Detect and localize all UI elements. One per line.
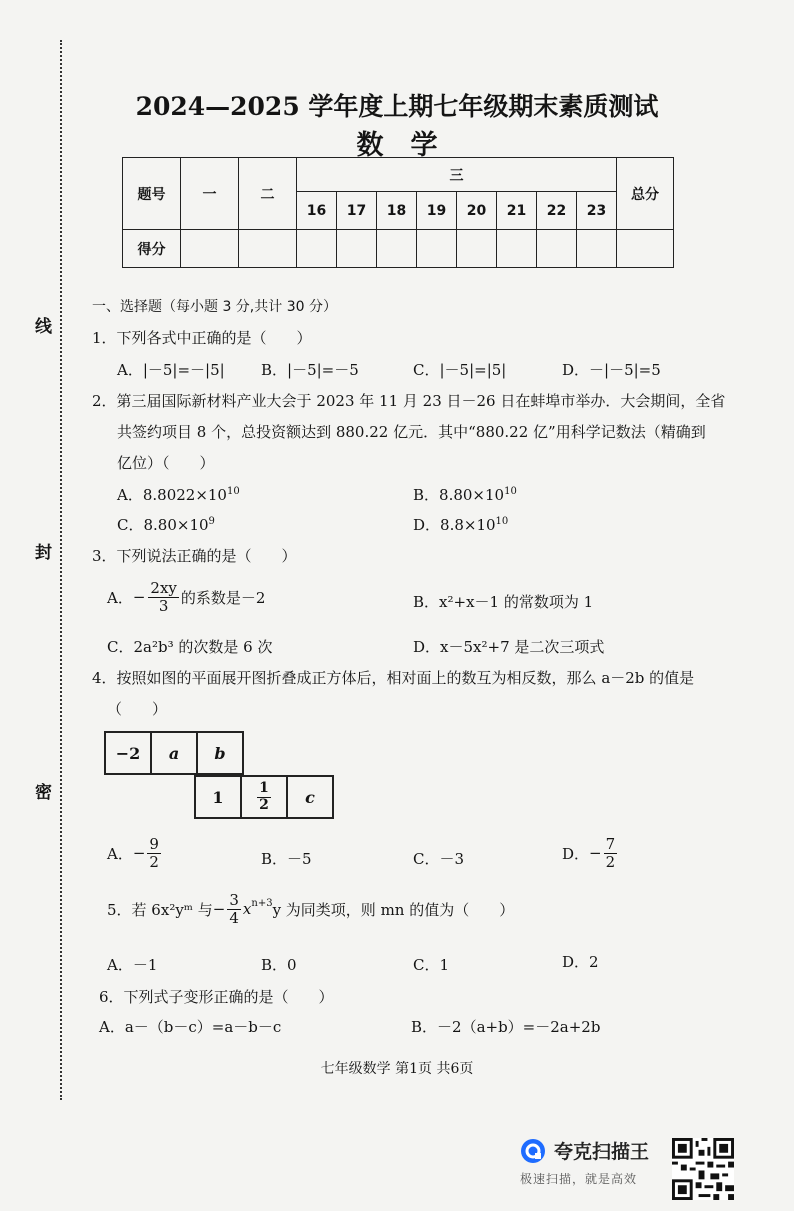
cube-net-top-row	[104, 731, 244, 775]
score-table-q18: 18	[377, 192, 417, 230]
q2-option-d-exp: 10	[495, 516, 509, 527]
q2-line-1: 2．第三届国际新材料产业大会于 2023 年 11 月 23 日－26 日在蚌埠市举办．大会期间，全省	[92, 392, 726, 410]
score-table-part-1: 一	[181, 158, 239, 230]
score-cell[interactable]	[457, 230, 497, 268]
score-table-part-3: 三	[297, 158, 617, 192]
q6-option-b: B．－2（a+b）=－2a+2b	[411, 1018, 601, 1036]
score-cell[interactable]	[497, 230, 537, 268]
cube-net-half-denominator: 2	[259, 796, 269, 813]
cube-net-face-a: a	[151, 732, 197, 774]
score-table-q16: 16	[297, 192, 337, 230]
cube-net-half-numerator: 1	[259, 780, 269, 797]
q5-stem-pre: 5．若 6x²yᵐ 与	[107, 900, 213, 919]
q4-option-d-denominator: 2	[605, 852, 616, 871]
section1-heading: 一、选择题（每小题 3 分,共计 30 分）	[92, 299, 337, 315]
q2-option-a-exp: 10	[226, 486, 240, 497]
binding-mark-xian: 线	[35, 317, 52, 337]
q2-line-3: 亿位）（ ）	[117, 454, 215, 472]
q2-option-d	[413, 514, 508, 535]
q4-option-b: B．－5	[261, 850, 312, 868]
q3-option-a-label: A．	[107, 588, 133, 607]
q5-stem: 5．若 6x²yᵐ 与 − $\frac{3}{4}$ x $^{n+3}$ y 为同类项，则 mn 的值为（ ）	[107, 891, 515, 927]
q3-option-a-denominator: 3	[158, 596, 169, 615]
score-cell[interactable]	[617, 230, 674, 268]
quark-logo-icon	[520, 1138, 546, 1164]
q4-option-c: C．－3	[413, 850, 465, 868]
q2-option-b-exp: 10	[504, 486, 517, 497]
score-table-q22: 22	[537, 192, 577, 230]
score-cell[interactable]	[239, 230, 297, 268]
score-table-q19: 19	[417, 192, 457, 230]
binding-mark-feng: 封	[35, 543, 52, 563]
cube-net-face-c: c	[287, 776, 333, 818]
q2-option-c-base: C．8.80×10	[117, 516, 209, 534]
subject-title: 数 学	[356, 130, 438, 161]
q5-option-a: A．－1	[107, 956, 158, 974]
score-table-q17: 17	[337, 192, 377, 230]
q2-option-a-base: A．8.8022×10	[117, 486, 227, 504]
exam-title: 2024—2025 学年度上期七年级期末素质测试	[135, 92, 659, 121]
score-cell[interactable]	[537, 230, 577, 268]
q5-frac-denominator: 4	[229, 908, 239, 927]
q5-stem-var: x	[242, 900, 252, 918]
q3-stem: 3．下列说法正确的是（ ）	[92, 547, 297, 565]
score-cell[interactable]	[377, 230, 417, 268]
score-table	[122, 157, 674, 268]
binding-dotted-line	[60, 40, 62, 1100]
cube-net-bottom-row	[194, 775, 334, 819]
scanner-slogan: 极速扫描，就是高效	[520, 1172, 638, 1186]
q4-option-a-denominator: 2	[149, 852, 159, 871]
score-table-q20: 20	[457, 192, 497, 230]
q4-option-d-numerator: 7	[605, 835, 616, 853]
score-table-q23: 23	[577, 192, 617, 230]
binding-mark-mi: 密	[35, 783, 52, 803]
scanner-watermark	[520, 1137, 649, 1187]
score-table-total-label: 总分	[617, 158, 674, 230]
q4-option-a-label: A．	[107, 844, 133, 863]
q3-option-a-numerator: 2xy	[150, 579, 177, 597]
page-footer: 七年级数学 第1页 共6页	[320, 1061, 474, 1077]
q4-option-d-label: D．	[562, 844, 590, 863]
score-cell[interactable]	[417, 230, 457, 268]
score-cell[interactable]	[181, 230, 239, 268]
q3-option-d: D．x－5x²+7 是二次三项式	[413, 638, 605, 656]
score-cell[interactable]	[577, 230, 617, 268]
score-table-q21: 21	[497, 192, 537, 230]
q5-stem-post: y 为同类项，则 mn 的值为（ ）	[272, 900, 515, 919]
q6-stem: 6．下列式子变形正确的是（ ）	[99, 988, 334, 1006]
cube-net-face-1: 1	[195, 776, 241, 818]
q3-option-a: A． − $\frac{2xy}{3}$ 的系数是－2	[107, 579, 266, 615]
q2-line-2: 共签约项目 8 个，总投资额达到 880.22 亿元．其中“880.22 亿”用科学记数法（精确到	[117, 423, 706, 441]
q1-option-d: D．－|－5|=5	[562, 361, 661, 379]
cube-net-face-half	[241, 776, 287, 818]
q4-line-1: 4．按照如图的平面展开图折叠成正方体后，相对面上的数互为相反数，那么 a－2b 的值是	[92, 669, 695, 687]
score-table-part-2: 二	[239, 158, 297, 230]
q3-option-b: B．x²+x－1 的常数项为 1	[413, 593, 594, 611]
cube-net-face-b: b	[197, 732, 243, 774]
q2-option-d-base: D．8.8×10	[413, 516, 496, 534]
q2-option-c-exp: 9	[208, 516, 215, 527]
score-cell[interactable]	[297, 230, 337, 268]
q5-frac-numerator: 3	[229, 891, 239, 909]
scanner-brand: 夸克扫描王	[554, 1141, 650, 1163]
q5-option-d: D．2	[562, 953, 599, 971]
q1-option-a: A．|－5|=－|5|	[117, 361, 225, 379]
q2-option-a	[117, 484, 240, 505]
q3-option-a-tail: 的系数是－2	[180, 588, 266, 607]
q4-option-a-numerator: 9	[149, 835, 159, 853]
q1-option-c: C．|－5|=|5|	[413, 361, 507, 379]
q1-stem: 1．下列各式中正确的是（ ）	[92, 329, 312, 347]
q3-option-c: C．2a²b³ 的次数是 6 次	[107, 638, 273, 656]
q6-option-a: A．a－（b－c）=a－b－c	[99, 1018, 282, 1036]
q5-stem-exp: n+3	[251, 898, 273, 909]
score-table-row1-label: 题号	[123, 158, 181, 230]
q2-option-b-base: B．8.80×10	[413, 486, 505, 504]
q5-option-c: C．1	[413, 956, 450, 974]
q2-option-b	[413, 484, 517, 505]
cube-net-face-minus2: −2	[105, 732, 151, 774]
q4-option-d: D． − $\frac{7}{2}$	[562, 835, 616, 871]
q4-option-a: A． − $\frac{9}{2}$	[107, 835, 159, 871]
q2-option-c	[117, 514, 215, 535]
q5-option-b: B．0	[261, 956, 297, 974]
q1-option-b: B．|－5|=－5	[261, 361, 359, 379]
q4-line-2: （ ）	[107, 700, 168, 718]
score-cell[interactable]	[337, 230, 377, 268]
score-table-row2-label: 得分	[123, 230, 181, 268]
qr-code-icon	[672, 1138, 734, 1200]
